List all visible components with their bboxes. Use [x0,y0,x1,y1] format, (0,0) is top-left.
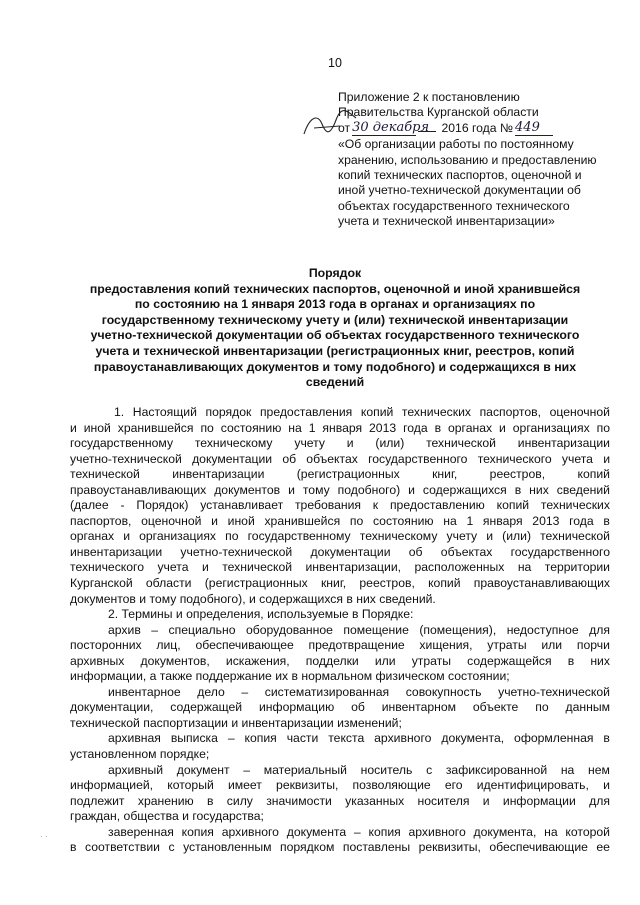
text-line: и иной хранившейся по состоянию на 1 января 2013 года в органах и организациях по [70,420,610,435]
handwritten-date: 30 декабря [352,119,430,135]
page-number: 10 [328,56,342,70]
title-line: учетно-технической документации об объектах государственного технического [90,328,580,343]
text-line: информации, а также поддержание их в нормальном физическом состоянии; [70,669,510,684]
text-line: государственному техническому учету и (или) технической инвентаризации [70,436,610,451]
definition-archive-extract [70,731,610,762]
appendix-line: объектах государственного технического [338,198,570,213]
appendix-date-line [338,121,610,137]
title-line: по состоянию на 1 января 2013 года в органах и организациях по [134,297,536,312]
text-line: архивный документ – материальный носитель с зафиксированной на нем [108,762,610,777]
title-line: учета и технической инвентаризации (регистрационных книг, реестров, копий [95,343,575,358]
text-line: (далее - Порядок) устанавливает требования к предоставлению копий технических [70,498,610,513]
text-line: посторонних лиц, обеспечивающее предотвращение хищения, утраты или порчи [70,638,610,653]
text-line: документов и тому подобного), и содержащихся в них сведений. [70,591,436,606]
title-line: сведений [305,375,365,390]
definition-inventory-file [70,685,610,732]
text-line: установленном порядке; [70,747,210,762]
appendix-line: хранению, использованию и предоставлению [338,152,597,167]
appendix-line: Приложение 2 к постановлению [338,90,520,104]
appendix-line: иной учетно-технической документации об [338,183,581,198]
date-year: 2016 года № [441,120,514,135]
text-line: инвентаризации учетно-технической документации об объектах государственного [70,544,610,559]
definition-archive-document [70,763,610,825]
date-prefix: от [338,120,351,135]
title-line: правоустанавливающих документов и тому подобного) и содержащихся в них [93,359,577,374]
text-line: архивная выписка – копия части текста архивного документа, оформленная в [108,731,610,746]
title-line: предоставления копий технических паспортов, оценочной и иной хранившейся [89,281,581,296]
handwritten-number: 449 [515,120,553,136]
text-line: заверенная копия архивного документа – копия архивного документа, на которой [108,824,610,839]
text-line: документации, содержащей информацию об инвентарном объекте по данным [70,700,610,715]
appendix-line: «Об организации работы по постоянному [338,137,574,152]
text-line: 1. Настоящий порядок предоставления копий технических паспортов, оценочной [114,405,610,419]
text-line: органах и организациях по государственному техническому учету и (или) технической [70,529,610,544]
text-line: инвентарное дело – систематизированная совокупность учетно-технической [108,684,610,699]
text-line: паспортов, оценочной и иной хранившейся по состоянию на 1 января 2013 года в [70,513,610,528]
paragraph-2: 2. Термины и определения, используемые в Порядке: [108,607,414,622]
paragraph-1 [70,405,610,607]
text-line: Курганской области (регистрационных книг, реестров, копий правоустанавливающих [70,576,610,591]
text-line: в соответствии с установленным порядком поставлены реквизиты, обеспечивающие ее [70,840,610,855]
appendix-line: копий технических паспортов, оценочной и [338,168,582,183]
text-line: технического учета и технической инвентаризации, расположенных на территории [70,560,610,575]
appendix-line: Правительства Курганской области [338,105,539,120]
text-line: технической паспортизации и инвентаризации изменений; [70,715,402,730]
text-line: граждан, общества и государства; [70,809,264,824]
text-line: учетно-технической документации об объектах государственного технического учета и [70,451,610,466]
appendix-block [338,90,610,230]
definition-archive [70,623,610,685]
text-line: архивных документов, искажения, подделки или утраты содержащейся в них [70,653,610,668]
title-line: государственному техническому учету и (или) технической инвентаризации [101,312,569,327]
document-title [60,266,610,391]
document-body [70,405,610,856]
text-line: правоустанавливающих документов и тому подобного) и содержащихся в них сведений [70,482,610,497]
text-line: подлежит хранению в силу значимости указанных носителя и информации для [70,793,610,808]
text-line: архив – специально оборудованное помещение (помещения), недоступное для [108,622,610,637]
definition-certified-copy [70,825,610,856]
text-line: технической инвентаризации (регистрационных книг, реестров, копий [70,467,610,482]
appendix-line: учета и технической инвентаризации» [338,214,555,229]
scan-specks: · · [40,832,48,841]
text-line: информацией, который имеет реквизиты, позволяющие его идентифицировать, и [70,778,610,793]
title-heading: Порядок [308,266,362,280]
